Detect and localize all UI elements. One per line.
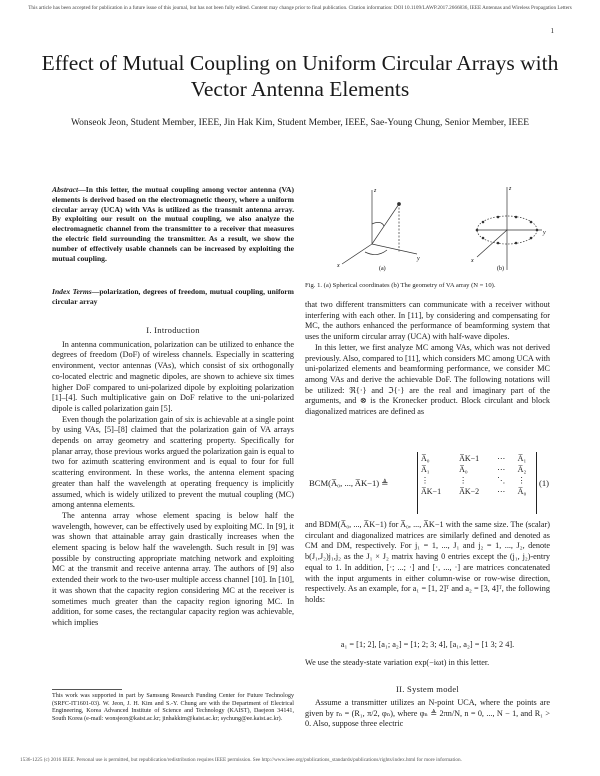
matrix-cell: ⋮: [421, 476, 429, 485]
section-introduction: [52, 325, 294, 629]
matrix-cell: ⋯: [497, 454, 506, 463]
index-terms-text: —polarization, degrees of freedom, mutual coupling, uniform circular array: [52, 287, 295, 306]
equation-1: [305, 450, 550, 520]
right-paragraph-2: In this letter, we first analyze MC among VAs, which was not derived previously. Also, compared to [11], which considers MC among UCA with uni-polarized elements and beamforming performance, we consider MC among VAs and derive the achievable DoF. The following notations will be utilized: ℜ{·} and ℑ{·} are the real and imaginary part of the arguments, and ⊗ is the Kronecker product. Block circulant and block diagonalized matrices are defined as: [305, 342, 550, 417]
paper-title: Effect of Mutual Coupling on Uniform Circular Arrays with Vector Antenna Elements: [41, 51, 559, 101]
figure-1: [317, 182, 547, 272]
abstract: [52, 185, 294, 263]
equation-1-matrix: [417, 452, 537, 514]
array-element: [482, 221, 485, 224]
matrix-cell: ⋮: [459, 476, 468, 485]
section-heading-intro: I. Introduction: [146, 325, 200, 335]
journal-notice: This article has been accepted for publication in a future issue of this journal, but has not been fully edited. Content may change prior to final publication. Citation information: DOI 10.1109/LAWP.2017.2666836, IEEE Antennas and Wireless Propagation Letters: [28, 5, 572, 11]
abstract-label: Abstract: [52, 185, 79, 194]
matrix-cell: A̅K−1: [421, 487, 442, 496]
matrix-cell: A̅₁: [517, 454, 527, 463]
matrix-cell: ⋯: [497, 487, 506, 496]
matrix-cell: A̅K−1: [459, 454, 480, 463]
intro-paragraph-2: Even though the polarization gain of six is achievable at a single point by using VAs, [5]–[8] claimed that the polarization gain of VA arrays depends on array geometry and scattering property. Specifically for planar array, those previous works argued the polarization gain is equal to two for azimuth scattering environment and is equal to four for full scattering environment. In these works, the antenna element spacing greater than half the wavelength at operating frequency is implicitly assumed, which is widely utilized to prevent the mutual coupling (MC) among antenna elements.: [52, 414, 294, 510]
va-array-drawing: [477, 187, 542, 270]
system-model-text: [305, 698, 550, 730]
array-element: [530, 237, 533, 240]
array-element: [515, 242, 518, 245]
abstract-text: —In this letter, the mutual coupling among vector antenna (VA) elements is derived based on the electromagnetic theory, where a uniform circular array (UCA) with VAs is utilized as the transmit antenna array. By exploiting our result on the mutual coupling, we also analyze the electromagnetic channel from the transmitter to a receiver that measures the electric field surrounding the transmitter. As a result, we show the number of effectively usable channels can be increased by exploiting the mutual coupling.: [52, 185, 294, 263]
right-column-text-2: [305, 520, 550, 606]
array-element: [497, 242, 500, 245]
axis-label-y-a: y: [417, 256, 420, 262]
intro-paragraph-1: In antenna communication, polarization can be utilized to enhance the degrees of freedom (DoF) of wireless channels. Especially in scattering environment, vector antennas (VAs), which consist of six orthogonally co-located electric and magnetic dipoles, are shown to achieve six times higher DoF compared to uni-polarized dipole by exploiting polarization [1]–[4]. Such multiplicative gain on DoF relative to the uni-polarized dipole is called polarization gain [5].: [52, 339, 294, 413]
subfigure-label-b: (b): [497, 266, 504, 272]
author-list: Wonseok Jeon, Student Member, IEEE, Jin Hak Kim, Student Member, IEEE, Sae-Young Chung, Senior Member, IEEE: [70, 118, 530, 128]
intro-paragraph-3: The antenna array whose element spacing is below half the wavelength, however, can be effectively used by exploiting MC. In [9], it was shown that attainable array gain drastically increases when the element spacing is below half the wavelength. Such result in [9] was possible by constructing appropriate matching network and exploiting MC at the transmit and receive antenna array. The authors of [9] also extended their work to the two-user multiple access channel [10]. In [10], it was shown that the capacity region considering MC at the receiver is sometimes much greater than the capacity region ignoring MC. In addition, for some cases, the rectangular capacity region was achievable, which implies: [52, 510, 294, 627]
equation-1-number: (1): [539, 478, 550, 488]
axis-label-y-b: y: [543, 230, 546, 236]
section-heading-system-model: II. System model: [395, 684, 460, 694]
array-element: [536, 229, 539, 232]
matrix-cell: A̅₀: [517, 487, 527, 496]
axis-label-z-a: z: [374, 188, 377, 194]
axis-label-x-b: x: [471, 258, 474, 264]
figure-caption: Fig. 1. (a) Spherical coordinates (b) The geometry of VA array (N = 10).: [305, 282, 496, 289]
copyright-footer: 1536-1225 (c) 2016 IEEE. Personal use is permitted, but republication/redistribution requires IEEE permission. See http://www.ieee.org/publications_standards/publications/rights/index.html for more information.: [20, 757, 462, 763]
right-column-text-3: [305, 658, 550, 669]
matrix-cell: ⋯: [497, 465, 506, 474]
footnote-rule: [52, 689, 122, 690]
footnote: This work was supported in part by Samsung Research Funding Center for Future Technology (SRFC-IT1601-03). W. Jeon, J. H. Kim and S.-Y. Chung are with the Department of Electrical Engineering, Korea Advanced Institute of Science and Technology (KAIST), Daejeon 34141, South Korea (e-mail: wonsjeon@kaist.ac.kr; jinhakkim@kaist.ac.kr; sychung@ee.kaist.ac.kr).: [52, 693, 294, 722]
right-paragraph-4: We use the steady-state variation exp(−iωt) in this letter.: [305, 658, 490, 667]
index-terms: [52, 287, 294, 307]
matrix-cell: A̅₁: [421, 465, 430, 474]
array-element: [497, 216, 500, 219]
figure-1-diagram: [317, 182, 547, 272]
right-paragraph-1: that two different transmitters can communicate with a receiver without interfering with each other. In [11], by considering and compensating for MC, the authors enhanced the performance of beamforming system that uses the uniform circular array (UCA) with half-wave dipoles.: [305, 300, 550, 342]
matrix-cell: A̅₂: [517, 465, 527, 474]
array-element: [515, 216, 518, 219]
subfigure-label-a: (a): [379, 266, 386, 272]
matrix-cell: A̅K−2: [459, 487, 480, 496]
axis-label-z-b: z: [509, 186, 512, 192]
matrix-cell: A̅₀: [421, 454, 430, 463]
axis-label-x-a: x: [337, 263, 340, 269]
matrix-cell: A̅₀: [459, 465, 468, 474]
right-column-text-1: [305, 300, 550, 418]
index-terms-label: Index Terms: [52, 287, 92, 296]
right-paragraph-3: and BDM(A̅₀, ..., A̅K−1) for A̅₀, ..., A̅K−1 with the same size. The (scalar) circulant and diagonalized matrices are similarly defined and denoted as CM and DM, respectively. For j₁ = 1, ..., J₁ and j₂ = 1, ..., J₂, denote b(J₁,J₂)j₁,j₂ as the J₁ × J₂ matrix having 0 entries except the (j₁, j₂)-entry equal to 1. In addition, [·; ...; ·] and [·, ..., ·] are matrices concatenated with the input arguments in either column-wise or row-wise direction, respectively. As an example, for a₁ = [1, 2]ᵀ and a₂ = [3, 4]ᵀ, the following holds:: [305, 520, 550, 604]
matrix-cell: ⋮: [517, 476, 526, 485]
array-element: [482, 237, 485, 240]
array-element: [530, 221, 533, 224]
spherical-coordinates-drawing: [342, 190, 417, 264]
section-system-model: [305, 684, 550, 695]
page-number: 1: [550, 27, 554, 35]
system-model-paragraph: Assume a transmitter utilizes an N-point UCA, where the points are given by rₙ = (R₁, π/2, φₙ), where φₙ ≜ 2πn/N, n = 0, ..., N − 1, and R₁ > 0. Also, suppose three electric: [305, 698, 550, 729]
matrix-cell: ⋱: [497, 476, 506, 485]
equation-2: a₁ = [1; 2], [a₁; a₂] = [1; 2; 3; 4], [a₁, a₂] = [1 3; 2 4].: [340, 640, 515, 649]
equation-1-lhs: BCM(A̅₀, ..., A̅K−1) ≜: [309, 478, 389, 488]
array-element: [476, 229, 479, 232]
